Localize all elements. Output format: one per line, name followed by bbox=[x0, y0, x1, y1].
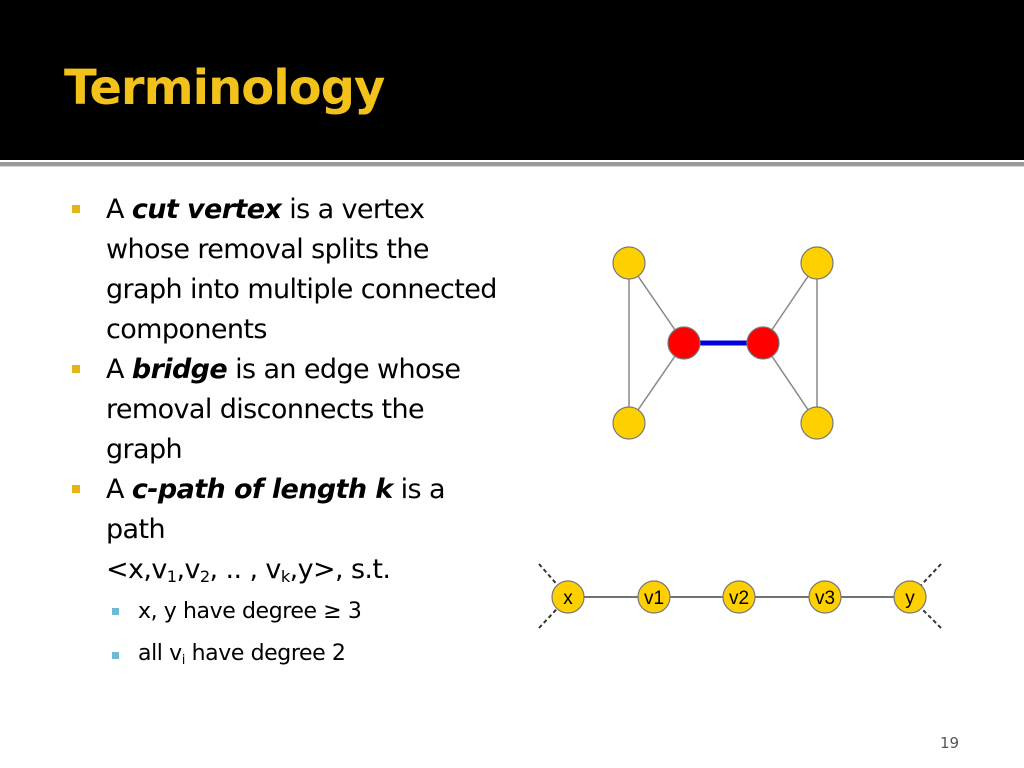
cut-vertex-node bbox=[668, 327, 700, 359]
graph-node bbox=[613, 247, 645, 279]
cut-vertex-node bbox=[747, 327, 779, 359]
graph-node bbox=[613, 407, 645, 439]
bullet-text: is a path bbox=[106, 474, 445, 545]
path-node-label: v1 bbox=[643, 588, 665, 609]
sub-bullet-text: all $v_i$ have degree 2 bbox=[138, 641, 346, 668]
term-c-path: c-path of length k bbox=[131, 474, 393, 505]
sub-bullet-text: x, y have degree ≥ 3 bbox=[138, 599, 362, 624]
path-node-label: y bbox=[905, 588, 915, 609]
bullet-text: A bbox=[106, 354, 132, 385]
path-node-label: v2 bbox=[728, 588, 750, 609]
path-node-label: x bbox=[563, 588, 573, 609]
bullet-text: is a vertex whose removal splits the graph into multiple connected components bbox=[106, 194, 497, 345]
graph-node bbox=[801, 247, 833, 279]
path-expression: $<x,v_1,v_2$, .. , $v_k,y>$, s.t. bbox=[106, 554, 391, 586]
term-cut-vertex: cut vertex bbox=[131, 194, 282, 225]
term-bridge: bridge bbox=[131, 354, 228, 385]
bullet-text: A bbox=[106, 194, 132, 225]
path-node-label: v3 bbox=[814, 588, 836, 609]
bullet-text: A bbox=[106, 474, 132, 505]
page-number: 19 bbox=[940, 734, 960, 752]
bullet-text: is an edge whose removal disconnects the graph bbox=[106, 354, 461, 465]
slide-title: Terminology bbox=[64, 60, 385, 116]
graph-node bbox=[801, 407, 833, 439]
c-path-diagram bbox=[539, 564, 941, 628]
bridge-graph bbox=[613, 247, 833, 439]
